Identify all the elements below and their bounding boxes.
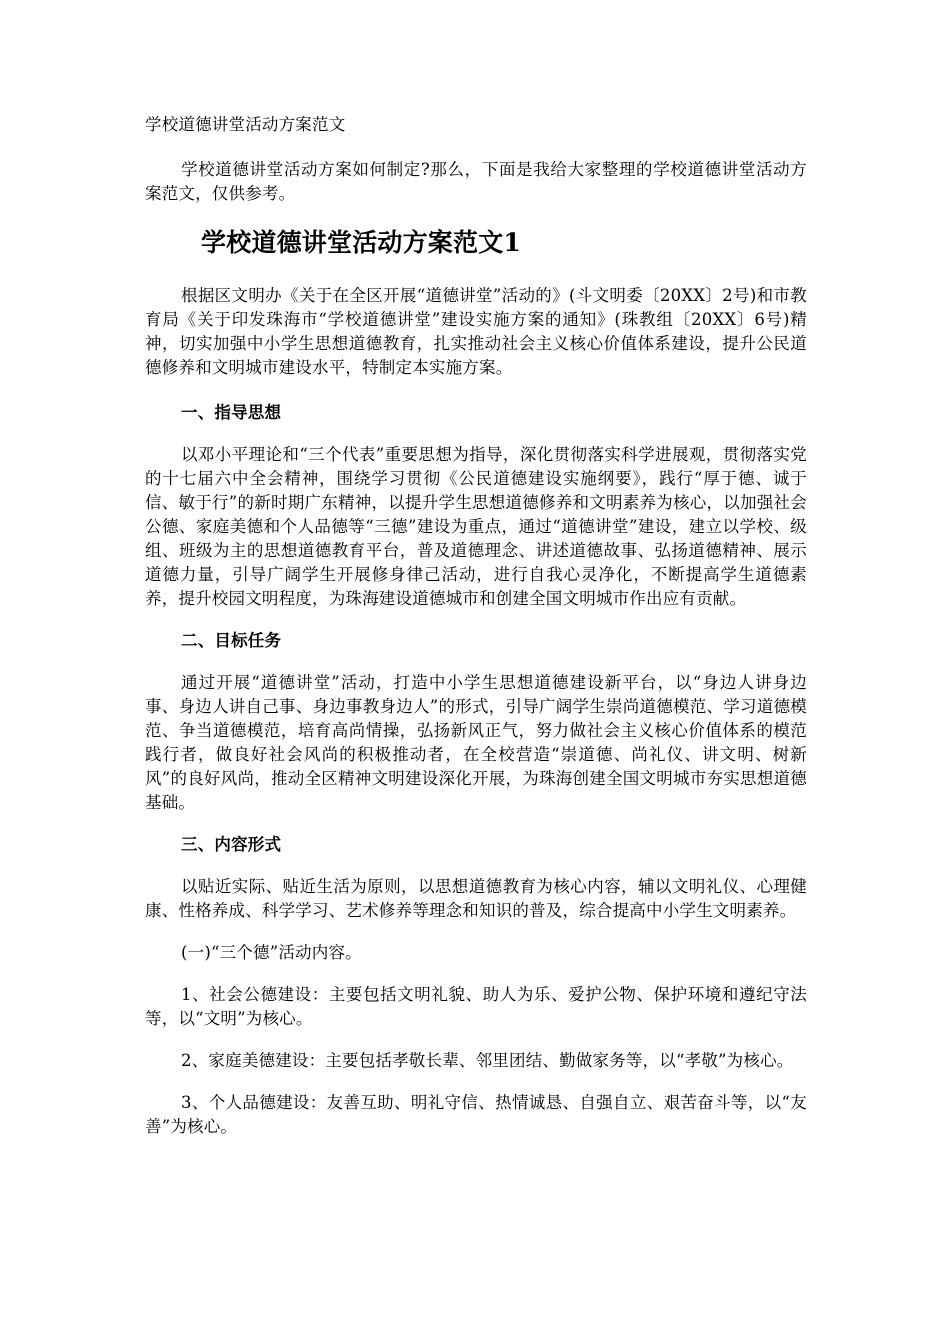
intro-paragraph: 学校道德讲堂活动方案如何制定?那么，下面是我给大家整理的学校道德讲堂活动方案范文，仅供参考。 xyxy=(145,160,807,203)
list-item-personal-character: 3、个人品德建设：友善互助、明礼守信、热情诚恳、自强自立、艰苦奋斗等，以“友善”为核心。 xyxy=(145,1093,807,1136)
document-body xyxy=(145,113,807,1157)
section-heading-goals: 二、目标任务 xyxy=(181,631,282,650)
section-heading-content: 三、内容形式 xyxy=(181,835,282,854)
goals-paragraph: 通过开展“道德讲堂”活动，打造中小学生思想道德建设新平台，以“身边人讲身边事、身边人讲自己事、身边事教身边人”的形式，引导广阔学生崇尚道德模范、学习道德模范、争当道德模范，培育高尚情操，弘扬新风正气，努力做社会主义核心价值体系的模范践行者，做良好社会风尚的积极推动者，在全校营造“崇道德、尚礼仪、讲文明、树新风”的良好风尚，推动全区精神文明建设深化开展，为珠海创建全国文明城市夯实思想道德基础。 xyxy=(145,673,807,812)
list-item-family-virtue: 2、家庭美德建设：主要包括孝敬长辈、邻里团结、勤做家务等，以“孝敬”为核心。 xyxy=(181,1051,794,1070)
section-heading-guiding: 一、指导思想 xyxy=(181,403,282,422)
main-heading: 学校道德讲堂活动方案范文1 xyxy=(201,228,521,257)
guiding-paragraph: 以邓小平理论和“三个代表”重要思想为指导，深化贯彻落实科学进展观，贯彻落实党的十七届六中全会精神，围绕学习贯彻《公民道德建设实施纲要》，践行“厚于德、诚于信、敏于行”的新时期广东精神，以提升学生思想道德修养和文明素养为核心，以加强社会公德、家庭美德和个人品德等“三德”建设为重点，通过“道德讲堂”建设，建立以学校、级组、班级为主的思想道德教育平台，普及道德理念、讲述道德故事、弘扬道德精神、展示道德力量，引导广阔学生开展修身律己活动，进行自我心灵净化，不断提高学生道德素养，提升校园文明程度，为珠海建设道德城市和创建全国文明城市作出应有贡献。 xyxy=(145,445,807,608)
list-item-public-morality: 1、社会公德建设：主要包括文明礼貌、助人为乐、爱护公物、保护环境和遵纪守法等，以“文明”为核心。 xyxy=(145,985,807,1028)
subsection-title: (一)“三个德”活动内容。 xyxy=(181,943,362,962)
document-title: 学校道德讲堂活动方案范文 xyxy=(145,115,346,134)
content-paragraph: 以贴近实际、贴近生活为原则，以思想道德教育为核心内容，辅以文明礼仪、心理健康、性格养成、科学学习、艺术修养等理念和知识的普及，综合提高中小学生文明素养。 xyxy=(145,877,807,920)
basis-paragraph: 根据区文明办《关于在全区开展“道德讲堂”活动的》(斗文明委〔20XX〕2号)和市教育局《关于印发珠海市“学校道德讲堂”建设实施方案的通知》(珠教组〔20XX〕6号)精神，切实加强中小学生思想道德教育，扎实推动社会主义核心价值体系建设，提升公民道德修养和文明城市建设水平，特制定本实施方案。 xyxy=(145,286,807,377)
